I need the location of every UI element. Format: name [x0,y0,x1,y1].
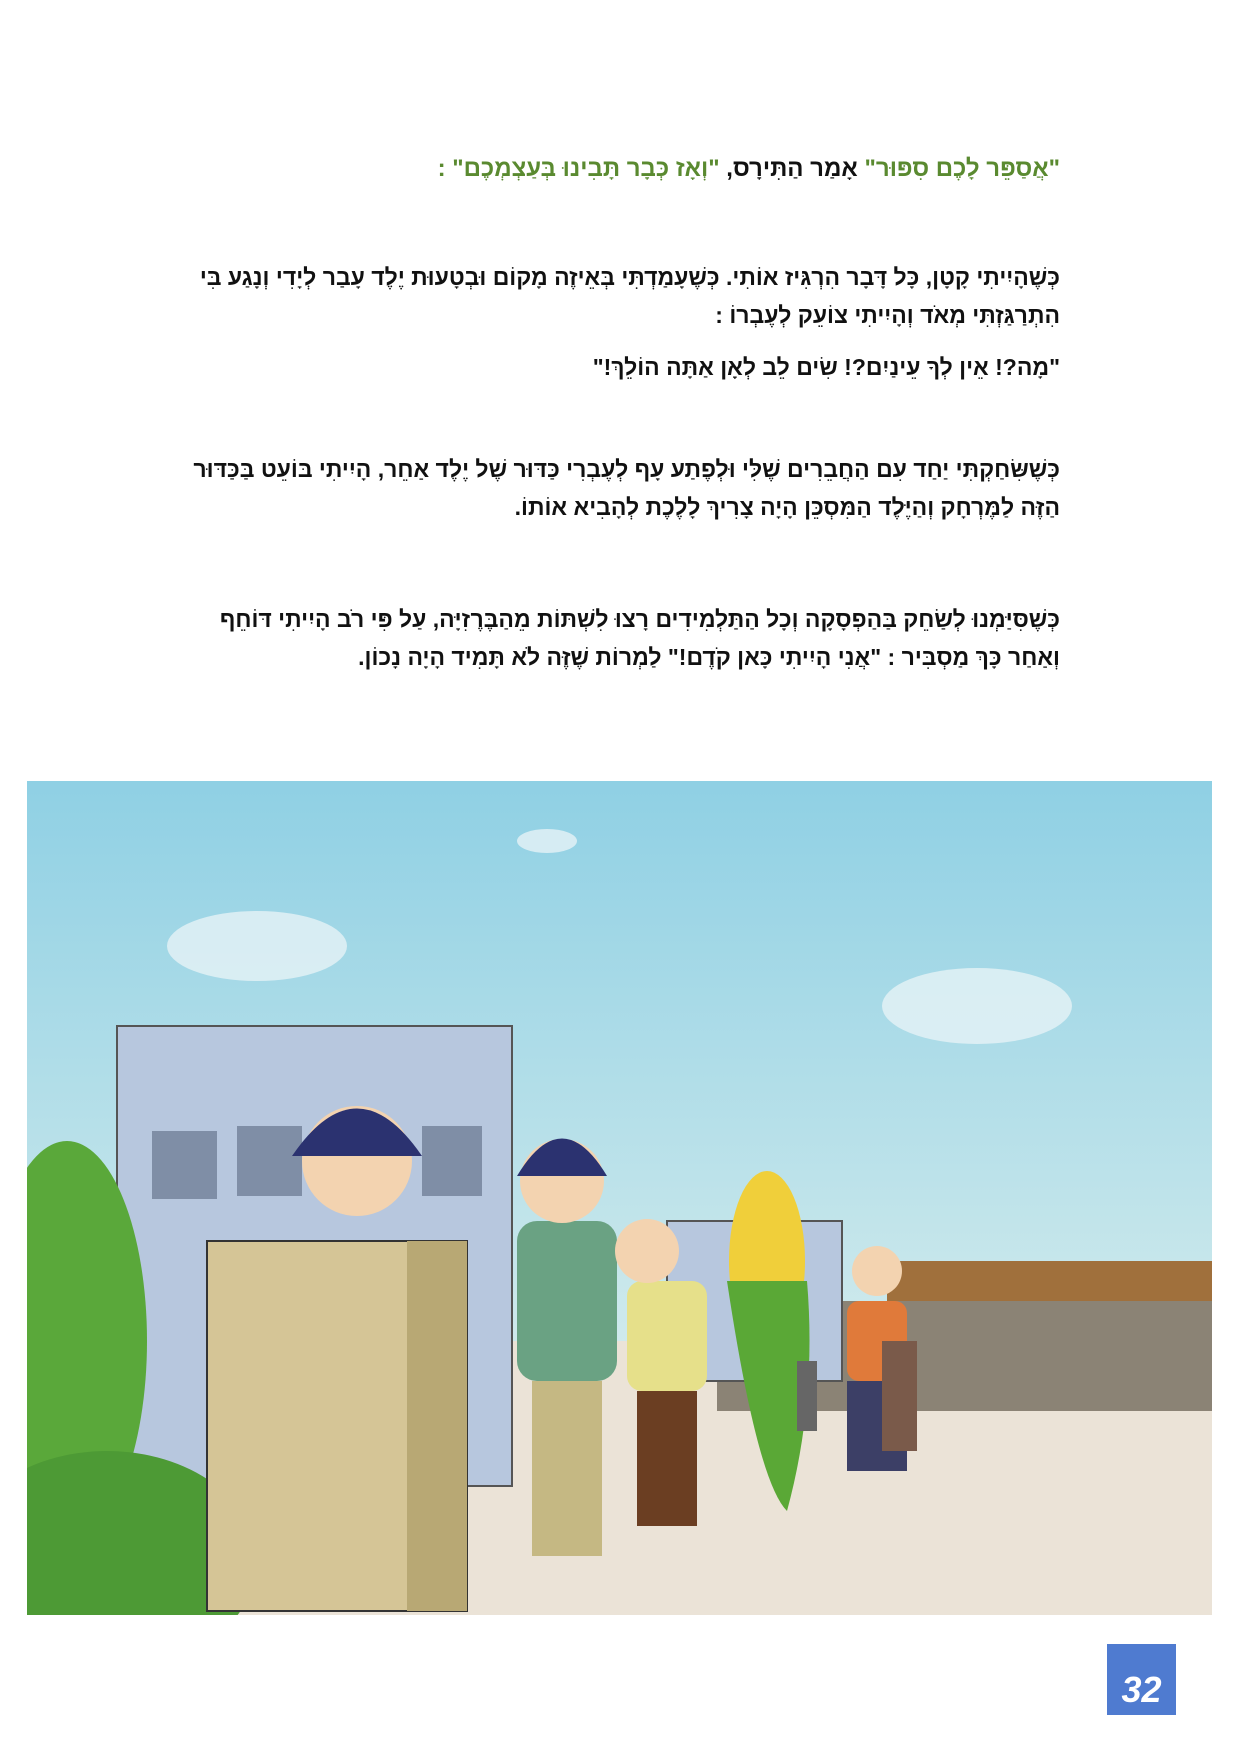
page-number: 32 [1107,1644,1176,1715]
cloud [167,911,347,981]
window [152,1131,217,1199]
child-legs [532,1381,602,1556]
cloud [882,968,1072,1044]
child-small [882,1341,917,1451]
paragraph-3: כְּשֶׁסִּיַּמְנוּ לְשַׂחֵק בַּהַפְסָקָה וְכָל הַתַּלְמִידִים רָצוּ לִשְׁתּוֹת מֵהַבֶּרֶזִיָּה, עַל פִּי רֹב הָיִיתִי דּוֹחֵף וְאַחַר כָּךְ מַסְבִּיר : "אֲנִי הָיִיתִי כָּאן קֹדֶם!" לַמְרוֹת שֶׁזֶּה לֹא תָּמִיד הָיָה נָכוֹן. [219,606,1060,670]
fence [887,1261,1212,1301]
paragraph-2: כְּשֶׁשִּׂחַקְתִּי יַחַד עִם הַחֲבֵרִים שֶׁלִּי וּלְפֶתַע עָף לְעֶבְרִי כַּדּוּר שֶׁל יֶלֶד אַחֵר, הָיִיתִי בּוֹעֵט בַּכַּדּוּר הַזֶּה לַמֶּרְחָק וְהַיֶּלֶד הַמִּסְכֵּן הָיָה צָרִיךְ לָלֶכֶת לְהָבִיא אוֹתוֹ. [193,456,1060,520]
child-head [852,1246,902,1296]
window [422,1126,482,1196]
title-quote-2: "וְאָז כְּבָר תָּבִינוּ בְּעַצְמְכֶם" : [437,155,720,182]
cloud [517,829,577,853]
quote-line: "מָה?! אֵין לְךָ עֵינַיִם?! שִׂים לֵב לְאָן אַתָּה הוֹלֵךְ!" [592,354,1060,380]
title-quote-1: "אֲסַפֵּר לָכֶם סִפּוּר" [864,155,1060,182]
child-tiny [797,1361,817,1431]
story-illustration [27,781,1212,1615]
child-head [615,1219,679,1283]
paragraph-1: כְּשֶׁהָיִיתִי קָטָן, כָּל דָּבָר הִרְגִּיז אוֹתִי. כְּשֶׁעָמַדְתִּי בְּאֵיזֶה מָקוֹם וּבְטָעוּת יֶלֶד עָבַר לְיָדִי וְנָגַע בִּי הִתְרַגַּזְתִּי מְאֹד וְהָיִיתִי צוֹעֵק לְעֶבְרוֹ : [199,264,1060,328]
title-said: אָמַר הַתִּירָס, [726,155,858,182]
fountain-side [407,1241,467,1611]
child-yellow-shirt [627,1281,707,1391]
story-title [190,150,1060,188]
child-legs [637,1391,697,1526]
window [237,1126,302,1196]
child-green-shirt [517,1221,617,1381]
